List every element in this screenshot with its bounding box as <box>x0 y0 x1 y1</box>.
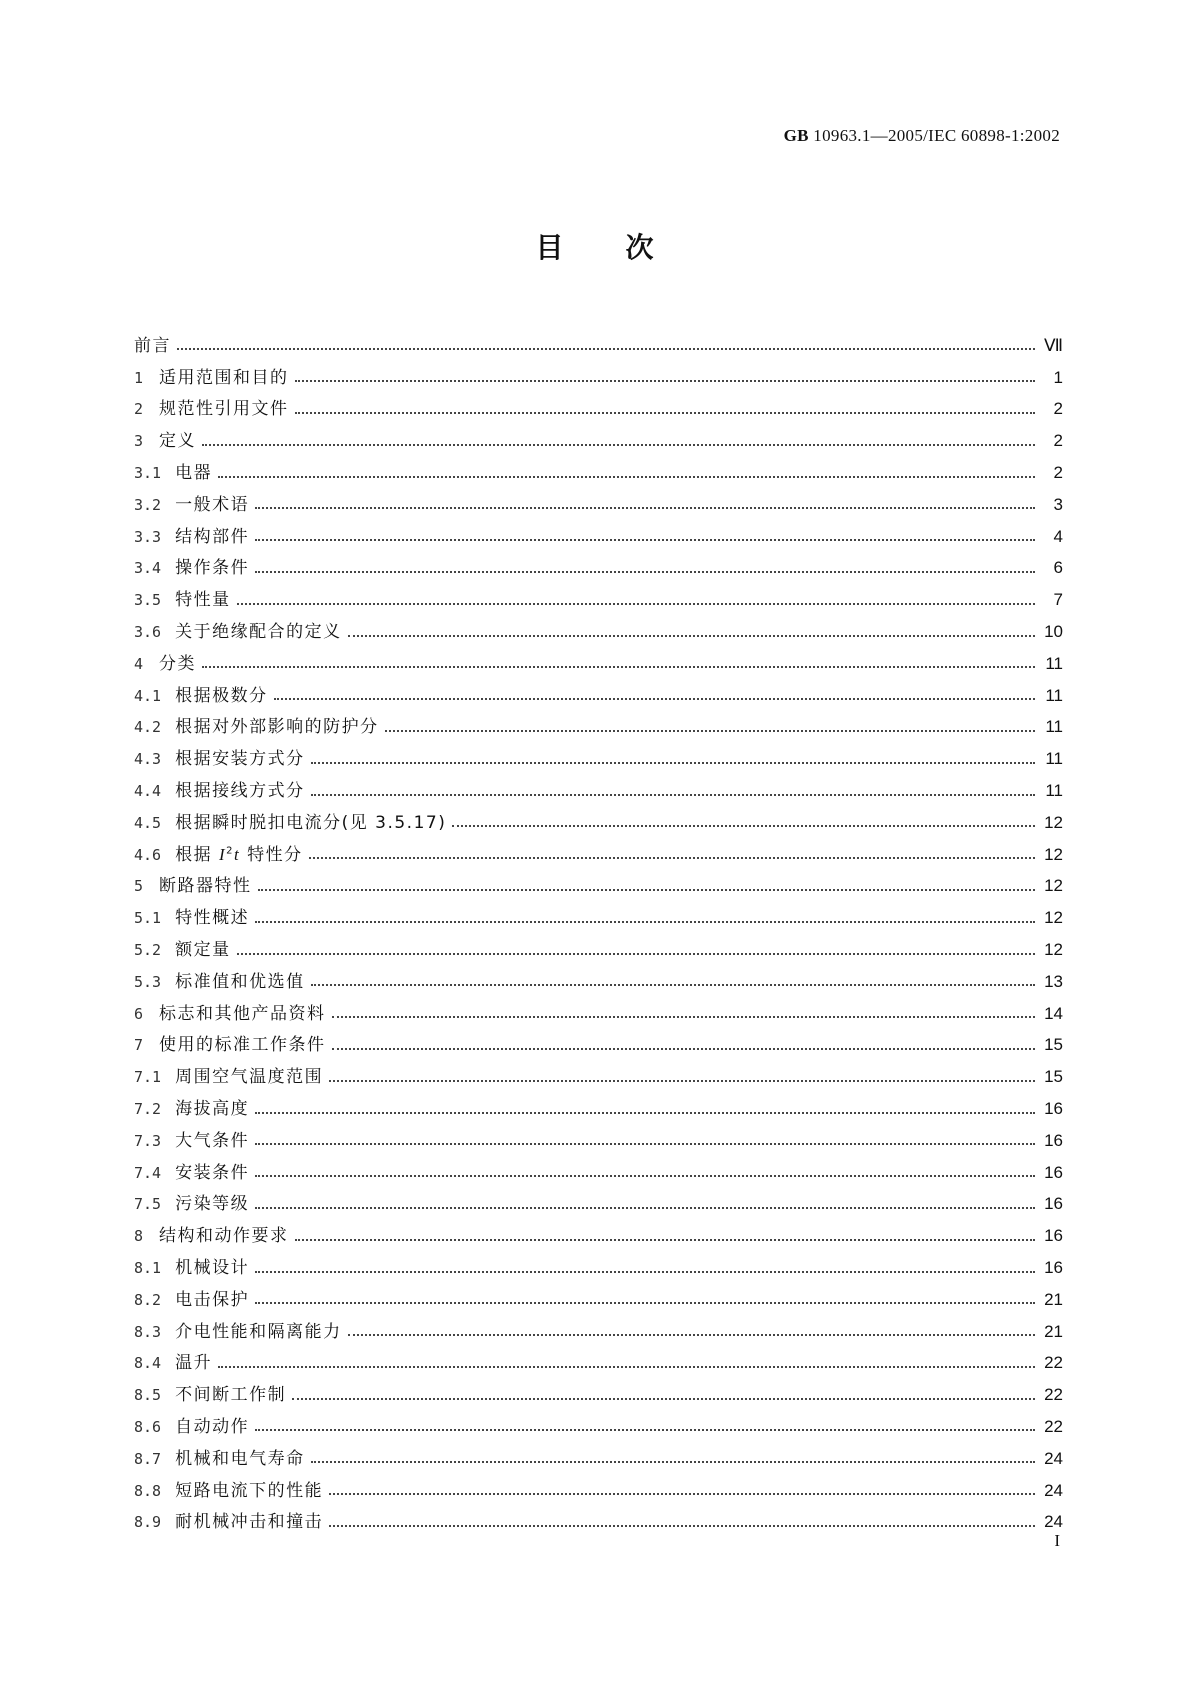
toc-entry-page: 22 <box>1044 1385 1063 1405</box>
dot-leader <box>218 1365 1035 1368</box>
dot-leader <box>255 1206 1035 1209</box>
toc-entry-title: 关于绝缘配合的定义 <box>175 622 342 643</box>
toc-entry[interactable] <box>134 1443 1063 1475</box>
toc-entry-number: 1 <box>134 368 144 387</box>
toc-entry-title: 标准值和优选值 <box>175 971 305 992</box>
toc-entry-number: 3.3 <box>134 527 162 546</box>
toc-entry[interactable] <box>134 489 1063 521</box>
dot-leader <box>255 570 1035 573</box>
toc-entry-title: 根据接线方式分 <box>175 781 305 802</box>
dot-leader <box>255 1270 1035 1273</box>
toc-entry-number: 4.3 <box>134 750 162 769</box>
toc-entry-title: 根据安装方式分 <box>175 749 305 770</box>
toc-entry-number: 5.3 <box>134 972 162 991</box>
toc-entry-number: 8.1 <box>134 1259 162 1277</box>
toc-entry[interactable] <box>134 648 1063 680</box>
toc-entry-page: 1 <box>1053 367 1063 387</box>
toc-entry-page: 2 <box>1053 463 1063 483</box>
toc-entry-page: 15 <box>1044 1035 1063 1055</box>
dot-leader <box>177 347 1035 350</box>
toc-entry[interactable] <box>134 1093 1063 1125</box>
toc-entry-number: 5 <box>134 877 144 896</box>
standard-prefix: GB <box>783 126 809 145</box>
toc-entry-number: 7.3 <box>134 1131 162 1150</box>
toc-entry[interactable] <box>134 1061 1063 1093</box>
toc-entry[interactable] <box>134 871 1063 903</box>
toc-entry[interactable] <box>134 1284 1063 1316</box>
toc-entry[interactable] <box>134 775 1063 807</box>
toc-entry[interactable] <box>134 680 1063 712</box>
toc-entry-title: 机械和电气寿命 <box>175 1448 305 1469</box>
toc-entry[interactable] <box>134 1189 1063 1221</box>
toc-entry-title-part: 根据 <box>175 844 219 865</box>
toc-entry-title: 温升 <box>175 1353 213 1374</box>
toc-entry-title: 安装条件 <box>175 1162 250 1183</box>
toc-entry-title: 电击保护 <box>175 1289 250 1310</box>
toc-entry-title: 周围空气温度范围 <box>175 1067 324 1088</box>
toc-entry-number: 7 <box>134 1036 144 1055</box>
toc-entry-title: 一般术语 <box>175 494 250 515</box>
toc-entry-title: 海拔高度 <box>175 1099 250 1120</box>
toc-entry-page: 12 <box>1044 940 1063 960</box>
toc-entry-page: 12 <box>1044 812 1063 832</box>
dot-leader <box>258 888 1035 891</box>
toc-entry-title: 特性概述 <box>175 908 250 929</box>
toc-entry-title: 分类 <box>159 653 197 674</box>
toc-entry[interactable] <box>134 394 1063 426</box>
dot-leader <box>255 1174 1035 1177</box>
toc-entry-page: 3 <box>1053 494 1063 514</box>
toc-entry-page: 16 <box>1044 1099 1063 1119</box>
dot-leader <box>202 443 1035 446</box>
toc-entry-number: 7.5 <box>134 1195 162 1214</box>
toc-entry-page: 2 <box>1053 431 1063 451</box>
toc-entry-page: 11 <box>1045 749 1063 769</box>
dot-leader <box>237 602 1035 605</box>
toc-entry[interactable] <box>134 966 1063 998</box>
toc-entry-title: 结构和动作要求 <box>159 1226 289 1247</box>
toc-entry-number: 4.1 <box>134 686 162 705</box>
dot-leader <box>295 1238 1035 1241</box>
dot-leader <box>274 697 1035 700</box>
dot-leader <box>332 1015 1035 1018</box>
toc-entry-title: 额定量 <box>175 940 231 961</box>
toc-entry-number: 3.4 <box>134 559 162 578</box>
toc-entry-title: 使用的标准工作条件 <box>159 1035 326 1056</box>
dot-leader <box>329 1524 1035 1527</box>
toc-entry-number: 8.5 <box>134 1386 162 1405</box>
toc-entry-title: 根据极数分 <box>175 685 268 706</box>
toc-entry[interactable] <box>134 1252 1063 1284</box>
toc-entry-number: 8.4 <box>134 1354 162 1373</box>
toc-entry-title: 操作条件 <box>175 558 250 579</box>
toc-entry[interactable] <box>134 553 1063 585</box>
toc-entry[interactable] <box>134 1316 1063 1348</box>
toc-entry-number: 4.6 <box>134 845 162 864</box>
dot-leader <box>255 538 1035 541</box>
toc-entry[interactable] <box>134 1348 1063 1380</box>
toc-entry[interactable] <box>134 712 1063 744</box>
toc-entry[interactable] <box>134 934 1063 966</box>
dot-leader <box>329 1079 1035 1082</box>
toc-entry-title: 规范性引用文件 <box>159 399 289 420</box>
toc-entry-title-part: 特性分 <box>240 844 303 865</box>
toc-entry-page: 24 <box>1044 1480 1063 1500</box>
toc-entry[interactable] <box>134 1411 1063 1443</box>
toc-entry[interactable] <box>134 1379 1063 1411</box>
toc-entry[interactable] <box>134 998 1063 1030</box>
toc-entry-number: 8.8 <box>134 1481 162 1500</box>
toc-entry-number: 5.1 <box>134 909 162 928</box>
toc-entry[interactable] <box>134 807 1063 839</box>
toc-entry-number: 7.2 <box>134 1100 162 1119</box>
toc-entry-page: 16 <box>1044 1226 1063 1246</box>
toc-entry-page: 11 <box>1045 685 1063 705</box>
dot-leader <box>332 1047 1035 1050</box>
toc-entry-page: 13 <box>1044 971 1063 991</box>
dot-leader <box>255 506 1035 509</box>
toc-entry-page: 11 <box>1045 781 1063 801</box>
toc-entry-number: 3.6 <box>134 623 162 642</box>
toc-entry-title: 前言 <box>134 335 171 356</box>
toc-entry-title: 短路电流下的性能 <box>175 1480 324 1501</box>
toc-entry-number: 5.2 <box>134 941 162 960</box>
toc-entry-title: 结构部件 <box>175 526 250 547</box>
toc-entry[interactable] <box>134 362 1063 394</box>
dot-leader <box>329 1492 1035 1495</box>
toc-entry-number: 8.2 <box>134 1290 162 1309</box>
toc-entry-number: 4.4 <box>134 782 162 801</box>
toc-entry[interactable] <box>134 616 1063 648</box>
toc-entry-page: 11 <box>1045 717 1063 737</box>
formula-variable: t <box>234 844 241 864</box>
toc-entry-number: 4 <box>134 654 144 673</box>
dot-leader <box>292 1397 1035 1400</box>
toc-entry-title: 耐机械冲击和撞击 <box>175 1512 324 1533</box>
toc-entry-page: 4 <box>1053 526 1063 546</box>
dot-leader <box>255 1142 1035 1145</box>
formula-exponent: 2 <box>226 844 235 856</box>
toc-entry-page: 22 <box>1044 1353 1063 1373</box>
toc-entry[interactable] <box>134 1157 1063 1189</box>
toc-entry[interactable] <box>134 425 1063 457</box>
toc-entry-number: 8.3 <box>134 1322 162 1341</box>
standard-number <box>784 126 1060 146</box>
toc-entry-title: 断路器特性 <box>159 876 252 897</box>
dot-leader <box>348 1333 1035 1336</box>
toc-entry-number: 3.5 <box>134 591 162 610</box>
toc-entry-title: 不间断工作制 <box>175 1385 287 1406</box>
dot-leader <box>385 729 1035 732</box>
toc-entry-page: 12 <box>1044 844 1063 864</box>
dot-leader <box>452 824 1035 827</box>
dot-leader <box>311 793 1035 796</box>
toc-entry-title: 机械设计 <box>175 1258 250 1278</box>
toc-entry-number: 7.1 <box>134 1068 162 1087</box>
toc-entry-page: 22 <box>1044 1416 1063 1436</box>
toc-entry-page: 6 <box>1053 558 1063 578</box>
toc-entry-number: 4.5 <box>134 813 162 832</box>
dot-leader <box>255 1111 1035 1114</box>
toc-entry-number: 2 <box>134 400 144 419</box>
toc-entry-title: 标志和其他产品资料 <box>159 1003 326 1024</box>
toc-entry-number: 7.4 <box>134 1163 162 1182</box>
toc-entry-page: Ⅶ <box>1043 335 1063 355</box>
toc-entry-page: 21 <box>1044 1289 1063 1309</box>
toc-entry[interactable] <box>134 1030 1063 1062</box>
toc-entry-number: 8.6 <box>134 1417 162 1436</box>
toc-entry-number: 8 <box>134 1227 144 1246</box>
toc-entry[interactable] <box>134 521 1063 553</box>
dot-leader <box>311 983 1035 986</box>
toc-entry-title: 自动动作 <box>175 1416 250 1437</box>
toc-entry-page: 16 <box>1044 1130 1063 1150</box>
table-of-contents <box>134 330 1063 1538</box>
toc-entry-number: 6 <box>134 1004 144 1023</box>
toc-entry[interactable] <box>134 1475 1063 1507</box>
dot-leader <box>218 475 1035 478</box>
toc-entry-number: 8.7 <box>134 1449 162 1468</box>
toc-entry-title: 介电性能和隔离能力 <box>175 1321 342 1342</box>
dot-leader <box>311 1460 1035 1463</box>
dot-leader <box>348 634 1035 637</box>
toc-entry-title <box>175 845 303 865</box>
toc-entry-page: 11 <box>1045 653 1063 673</box>
toc-entry[interactable] <box>134 1506 1063 1538</box>
toc-entry-page: 16 <box>1044 1258 1063 1277</box>
formula-variable: I <box>219 844 227 864</box>
toc-entry-page: 15 <box>1044 1067 1063 1087</box>
toc-entry[interactable] <box>134 902 1063 934</box>
toc-entry-title: 污染等级 <box>175 1194 250 1215</box>
toc-entry[interactable] <box>134 457 1063 489</box>
dot-leader <box>255 1428 1035 1431</box>
page-title: 目次 <box>535 231 716 264</box>
toc-entry-number: 8.9 <box>134 1513 162 1532</box>
toc-entry-title: 根据对外部影响的防护分 <box>175 717 379 738</box>
toc-entry-page: 10 <box>1044 622 1063 642</box>
toc-entry-number: 3 <box>134 432 144 451</box>
toc-entry-number: 3.1 <box>134 464 162 483</box>
toc-entry-page: 16 <box>1044 1162 1063 1182</box>
toc-entry-number: 4.2 <box>134 718 162 737</box>
toc-entry-title: 特性量 <box>175 590 231 611</box>
standard-code: 10963.1—2005/IEC 60898-1:2002 <box>813 126 1060 145</box>
dot-leader <box>202 665 1035 668</box>
page-number: I <box>1054 1531 1060 1550</box>
dot-leader <box>237 952 1035 955</box>
toc-entry-page: 24 <box>1044 1448 1063 1468</box>
toc-entry-title: 大气条件 <box>175 1130 250 1151</box>
dot-leader <box>255 1301 1035 1304</box>
toc-entry-title: 根据瞬时脱扣电流分(见 3.5.17) <box>175 812 447 833</box>
dot-leader <box>311 761 1035 764</box>
toc-entry-page: 12 <box>1044 876 1063 896</box>
toc-entry[interactable] <box>134 584 1063 616</box>
toc-entry-page: 2 <box>1053 399 1063 419</box>
toc-entry-title: 定义 <box>159 431 197 452</box>
dot-leader <box>309 856 1035 859</box>
toc-entry-page: 12 <box>1044 908 1063 928</box>
toc-entry-title: 电器 <box>175 463 213 484</box>
toc-entry-title: 适用范围和目的 <box>159 367 289 388</box>
toc-entry[interactable] <box>134 330 1063 362</box>
toc-entry-page: 21 <box>1044 1321 1063 1341</box>
toc-entry-page: 16 <box>1044 1194 1063 1214</box>
dot-leader <box>255 920 1035 923</box>
toc-entry[interactable] <box>134 1125 1063 1157</box>
toc-entry[interactable] <box>134 743 1063 775</box>
toc-entry[interactable] <box>134 1220 1063 1252</box>
dot-leader <box>295 411 1035 414</box>
toc-entry-page: 14 <box>1044 1003 1063 1023</box>
toc-entry-number: 3.2 <box>134 495 162 514</box>
toc-entry-page: 24 <box>1044 1512 1063 1532</box>
toc-entry-page: 7 <box>1053 590 1063 610</box>
dot-leader <box>295 379 1035 382</box>
toc-entry[interactable] <box>134 839 1063 871</box>
